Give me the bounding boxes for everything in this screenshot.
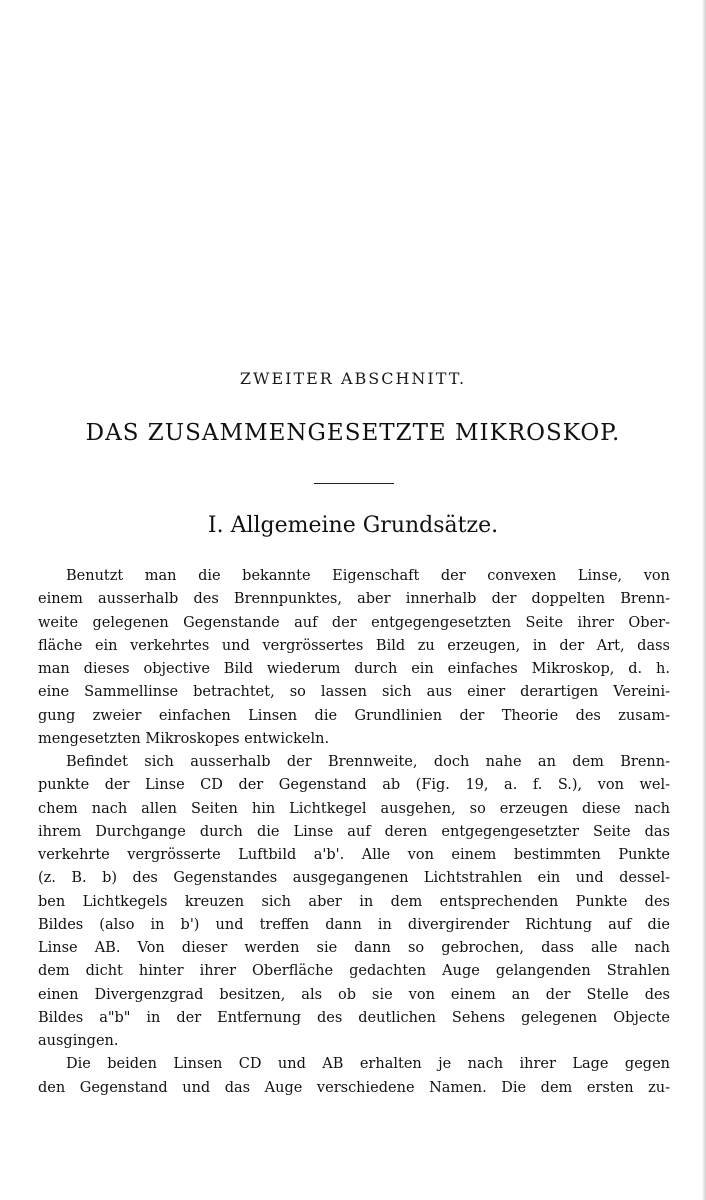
- text-line: Die beiden Linsen CD und AB erhalten je nach ihrer Lage gegen: [66, 1056, 670, 1073]
- text-line: chem nach allen Seiten hin Lichtkegel ausgehen, so erzeugen diese nach: [38, 800, 670, 817]
- text-line: Linse AB. Von dieser werden sie dann so gebrochen, dass alle nach: [38, 940, 670, 956]
- text-line: Bildes (also in b') und treffen dann in divergirender Richtung auf die: [38, 916, 670, 933]
- text-line: den Gegenstand und das Auge verschiedene Namen. Die dem ersten zu-: [38, 1079, 670, 1096]
- text-line: mengesetzten Mikroskopes entwickeln.: [38, 730, 330, 747]
- text-line: verkehrte vergrösserte Luftbild a'b'. Alle von einem bestimmten Punkte: [38, 847, 670, 863]
- text-line: dem dicht hinter ihrer Oberfläche gedachten Auge gelangenden Strahlen: [38, 963, 670, 980]
- text-line: weite gelegenen Gegenstande auf der entgegengesetzten Seite ihrer Ober-: [38, 614, 670, 631]
- title-divider: [314, 483, 394, 484]
- text-line: Bildes a"b" in der Entfernung des deutlichen Sehens gelegenen Objecte: [38, 1009, 670, 1026]
- text-line: ausgingen.: [38, 1033, 119, 1049]
- text-line: Befindet sich ausserhalb der Brennweite, doch nahe an dem Brenn-: [66, 754, 670, 770]
- text-line: punkte der Linse CD der Gegenstand ab (Fig. 19, a. f. S.), von wel-: [38, 777, 670, 794]
- text-line: Benutzt man die bekannte Eigenschaft der convexen Linse, von: [66, 568, 670, 584]
- subsection-heading: I. Allgemeine Grundsätze.: [207, 513, 499, 538]
- text-line: ben Lichtkegels kreuzen sich aber in dem entsprechenden Punkte des: [38, 893, 670, 910]
- text-line: man dieses objective Bild wiederum durch ein einfaches Mikroskop, d. h.: [38, 661, 670, 677]
- page-edge-shadow: [702, 0, 706, 1200]
- text-line: einem ausserhalb des Brennpunktes, aber innerhalb der doppelten Brenn-: [38, 591, 670, 608]
- text-line: (z. B. b) des Gegenstandes ausgegangenen Lichtstrahlen ein und dessel-: [38, 870, 670, 887]
- text-line: gung zweier einfachen Linsen die Grundlinien der Theorie des zusam-: [38, 707, 670, 724]
- section-label: ZWEITER ABSCHNITT.: [239, 369, 467, 388]
- text-line: fläche ein verkehrtes und vergrössertes Bild zu erzeugen, in der Art, dass: [38, 637, 670, 654]
- text-line: eine Sammellinse betrachtet, so lassen sich aus einer derartigen Vereini-: [38, 684, 670, 701]
- chapter-title: DAS ZUSAMMENGESETZTE MIKROSKOP.: [85, 420, 621, 446]
- text-line: ihrem Durchgange durch die Linse auf deren entgegengesetzter Seite das: [38, 823, 670, 840]
- body-text: [38, 565, 670, 1100]
- text-line: einen Divergenzgrad besitzen, als ob sie von einem an der Stelle des: [38, 986, 670, 1003]
